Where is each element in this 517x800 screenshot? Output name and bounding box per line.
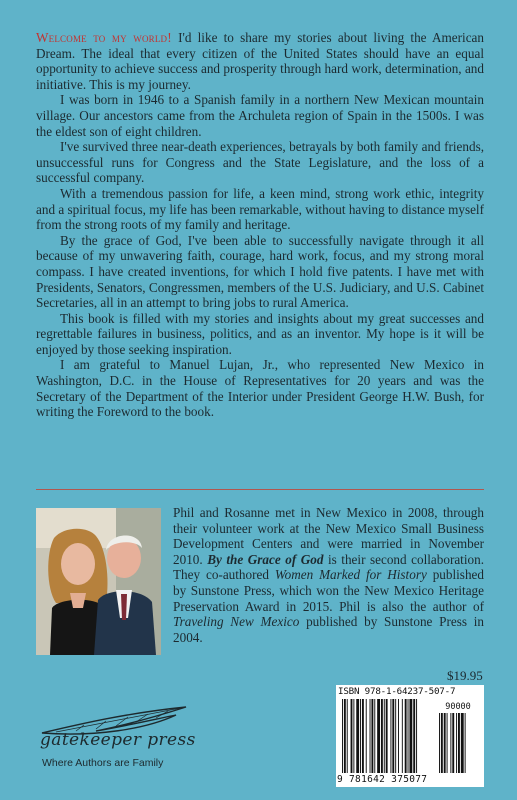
- barcode-bar: [347, 699, 348, 773]
- blurb-p1-text: I'd like to share my stories about living the American Dream. The ideal that every citizen of the United States should have an equal opportunity to achieve success and prosperity through hard work, determination, and initiative. This is my journey.: [36, 30, 484, 92]
- barcode-bar: [447, 713, 448, 773]
- barcode-bar: [398, 699, 399, 773]
- barcode-bar: [371, 699, 373, 773]
- barcode-bar: [356, 699, 359, 773]
- bio-text-3: published by Sunstone Press, which won the New Mexico Heritage Preservation Award in 2015. Phil is also the author of: [173, 567, 484, 614]
- bio-book-title: By the Grace of God: [207, 551, 324, 567]
- blurb-paragraph-7: I am grateful to Manuel Lujan, Jr., who represented New Mexico in Washington, D.C. in the House of Representatives for 20 years and was the Secretary of the Department of the Interior under President George H.W. Bush, for writing the Foreword to the book.: [36, 357, 484, 420]
- barcode-bar: [390, 699, 391, 773]
- barcode-bar: [405, 699, 407, 773]
- blurb-paragraph-6: This book is filled with my stories and insights about my great successes and regrettable failures in business, politics, and as an inventor. My hope is it will be enjoyed by those seeking inspiration.: [36, 310, 484, 357]
- barcode-bar: [353, 699, 354, 773]
- barcode-bar: [402, 699, 403, 773]
- barcode-bar: [409, 699, 412, 773]
- barcode-bar: [441, 713, 443, 773]
- barcode-bar: [413, 699, 415, 773]
- publisher-tagline: Where Authors are Family: [42, 757, 164, 769]
- barcode-bar: [374, 699, 375, 773]
- barcode-ean-digits: 9 781642 375077: [337, 774, 428, 785]
- section-divider: [36, 489, 484, 490]
- barcode-bar: [461, 713, 464, 773]
- barcode-bar: [452, 713, 454, 773]
- barcode-bar: [370, 699, 371, 773]
- barcode-bar: [360, 699, 361, 773]
- barcode-bar: [344, 699, 346, 773]
- barcode-bar: [465, 713, 466, 773]
- blurb-paragraph-1: [36, 30, 484, 92]
- author-photo-illustration: [36, 508, 161, 655]
- blurb-paragraph-5: By the grace of God, I've been able to successfully navigate through it all because of my unwavering faith, courage, hard work, focus, and my strong moral compass. I have created inventions, for which I hold five patents. I have met with Presidents, Senators, Congressmen, members of the U.S. Judiciary, and U.S. Cabinet Secretaries, all in an attempt to bring jobs to rural America.: [36, 232, 484, 311]
- barcode-bar: [408, 699, 409, 773]
- barcode-bar: [439, 713, 440, 773]
- author-bio: [173, 505, 484, 645]
- addon-bars: [439, 713, 466, 773]
- barcode-bar: [377, 699, 380, 773]
- barcode-bar: [458, 713, 460, 773]
- barcode-bar: [366, 699, 367, 773]
- barcode-bar: [444, 713, 446, 773]
- blurb-paragraph-4: With a tremendous passion for life, a keen mind, strong work ethic, integrity and a spiritual focus, my life has been remarkable, without having to distance myself from the strong roots of my family and heritage.: [36, 185, 484, 233]
- barcode-bar: [362, 699, 364, 773]
- author-photo: [36, 508, 161, 655]
- barcode-bar: [384, 699, 385, 773]
- barcode-graphic: [336, 685, 484, 787]
- barcode-bar: [450, 713, 451, 773]
- barcode-bar: [456, 713, 457, 773]
- isbn-barcode: [336, 685, 484, 787]
- isbn-number: ISBN 978-1-64237-507-7: [338, 686, 456, 697]
- barcode-bar: [351, 699, 353, 773]
- barcode-bar: [386, 699, 388, 773]
- price-label: $19.95: [447, 668, 483, 683]
- welcome-heading: Welcome to my world!: [36, 30, 172, 45]
- bio-text-2: is their second collaboration. They co-authored: [173, 551, 484, 583]
- blurb-paragraph-2: I was born in 1946 to a Spanish family in a northern New Mexican mountain village. Our ancestors came from the Archuleta region of Spain in the 1500s. I was the eldest son of eight children.: [36, 92, 484, 139]
- barcode-bar: [392, 699, 394, 773]
- bio-book-title-women-marked: Women Marked for History: [274, 567, 427, 583]
- blurb-paragraph-3: I've survived three near-death experiences, betrayals by both family and friends, unsuccessful runs for Congress and the State Legislature, and the loss of a successful company.: [36, 139, 484, 186]
- bio-book-title-traveling: Traveling New Mexico: [173, 614, 300, 630]
- barcode-bar: [381, 699, 383, 773]
- bio-text-1: Phil and Rosanne met in New Mexico in 2008, through their volunteer work at the New Mexico Small Business Development Centers and were married in November 2010.: [173, 505, 484, 567]
- publisher-name: gatekeeper press: [40, 730, 196, 750]
- barcode-bar: [342, 699, 343, 773]
- back-cover-blurb: [36, 30, 484, 420]
- bio-text-4: published by Sunstone Press in 2004.: [173, 614, 484, 645]
- barcode-addon-digits: 90000: [445, 702, 471, 712]
- ean-bars: [342, 699, 417, 773]
- barcode-bar: [416, 699, 417, 773]
- barcode-bar: [395, 699, 396, 773]
